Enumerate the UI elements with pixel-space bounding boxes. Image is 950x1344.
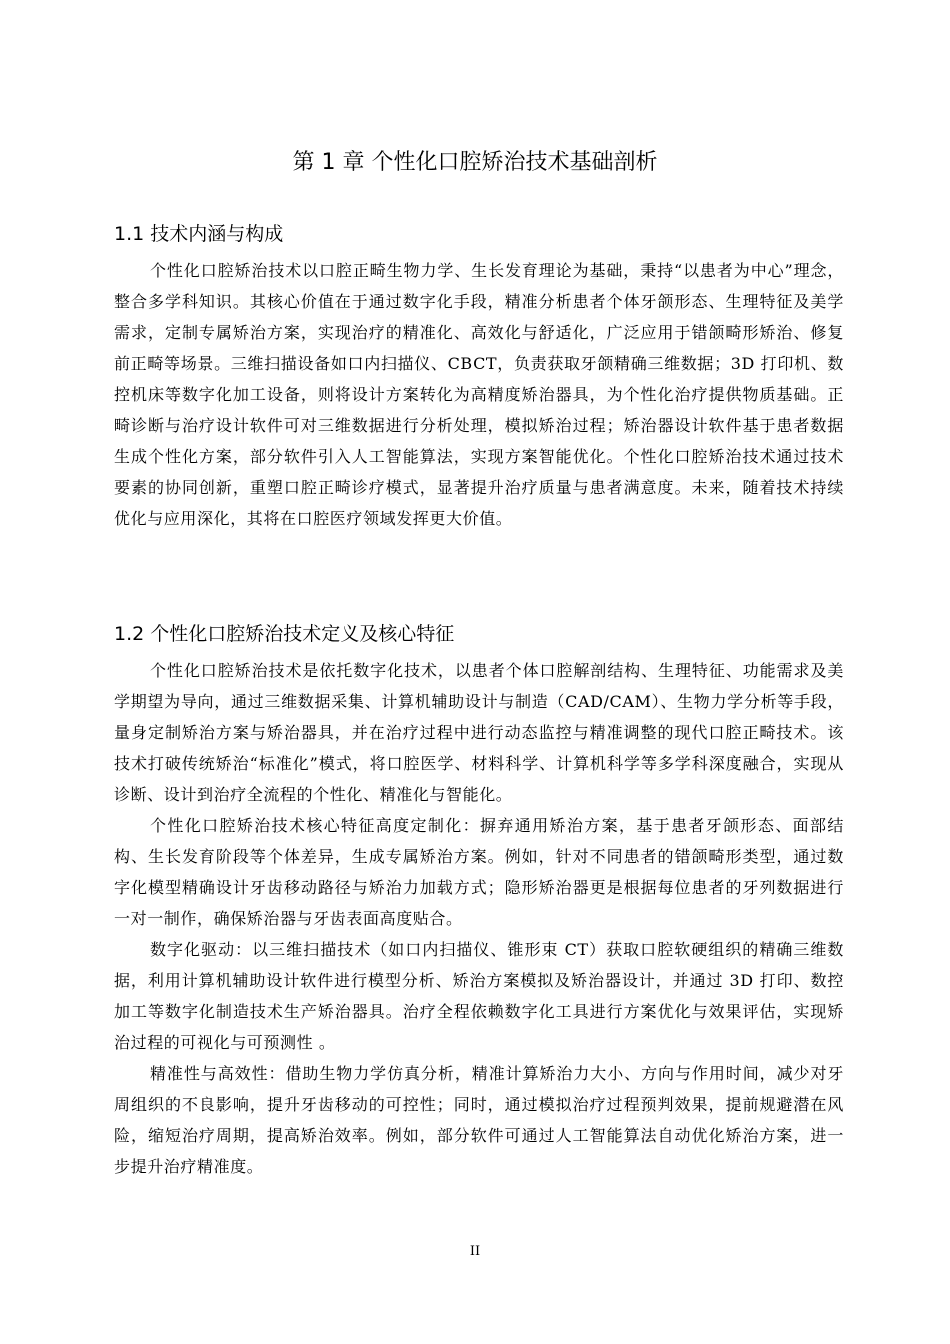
page-number: II [469, 1244, 481, 1259]
section-heading: 1.2 个性化口腔矫治技术定义及核心特征 [114, 623, 455, 645]
paragraph: 个性化口腔矫治技术以口腔正畸生物力学、生长发育理论为基础，秉持“以患者为中心”理念，整合多学科知识。其核心价值在于通过数字化手段，精准分析患者个体牙颌形态、生理特征及美学需求，定制专属矫治方案，实现治疗的精准化、高效化与舒适化，广泛应用于错颌畸形矫治、修复前正畸等场景。三维扫描设备如口内扫描仪、CBCT，负责获取牙颌精确三维数据；3D 打印机、数控机床等数字化加工设备，则将设计方案转化为高精度矫治器具，为个性化治疗提供物质基础。正畸诊断与治疗设计软件可对三维数据进行分析处理，模拟矫治过程；矫治器设计软件基于患者数据生成个性化方案，部分软件引入人工智能算法，实现方案智能优化。个性化口腔矫治技术通过技术要素的协同创新，重塑口腔正畸诊疗模式，显著提升治疗质量与患者满意度。未来，随着技术持续优化与应用深化，其将在口腔医疗领域发挥更大价值。 [114, 261, 844, 528]
paragraph: 个性化口腔矫治技术核心特征高度定制化：摒弃通用矫治方案，基于患者牙颌形态、面部结构、生长发育阶段等个体差异，生成专属矫治方案。例如，针对不同患者的错颌畸形类型，通过数字化模型精确设计牙齿移动路径与矫治力加载方式；隐形矫治器更是根据每位患者的牙列数据进行一对一制作，确保矫治器与牙齿表面高度贴合。 [114, 816, 844, 928]
paragraph: 数字化驱动：以三维扫描技术（如口内扫描仪、锥形束 CT）获取口腔软硬组织的精确三维数据，利用计算机辅助设计软件进行模型分析、矫治方案模拟及矫治器设计，并通过 3D 打印、数控加工等数字化制造技术生产矫治器具。治疗全程依赖数字化工具进行方案优化与效果评估，实现矫治过程的可视化与可预测性 。 [114, 940, 844, 1052]
section-1-2 [114, 619, 844, 1182]
section-heading: 1.1 技术内涵与构成 [114, 223, 284, 245]
chapter-title: 第 1 章 个性化口腔矫治技术基础剖析 [292, 150, 658, 175]
section-1-1 [114, 219, 844, 534]
paragraph: 精准性与高效性：借助生物力学仿真分析，精准计算矫治力大小、方向与作用时间，减少对牙周组织的不良影响，提升牙齿移动的可控性；同时，通过模拟治疗过程预判效果，提前规避潜在风险，缩短治疗周期，提高矫治效率。例如，部分软件可通过人工智能算法自动优化矫治方案，进一步提升治疗精准度。 [114, 1064, 844, 1176]
paragraph: 个性化口腔矫治技术是依托数字化技术，以患者个体口腔解剖结构、生理特征、功能需求及美学期望为导向，通过三维数据采集、计算机辅助设计与制造（CAD/CAM）、生物力学分析等手段，量身定制矫治方案与矫治器具，并在治疗过程中进行动态监控与精准调整的现代口腔正畸技术。该技术打破传统矫治“标准化”模式，将口腔医学、材料科学、计算机科学等多学科深度融合，实现从诊断、设计到治疗全流程的个性化、精准化与智能化。 [114, 661, 844, 804]
